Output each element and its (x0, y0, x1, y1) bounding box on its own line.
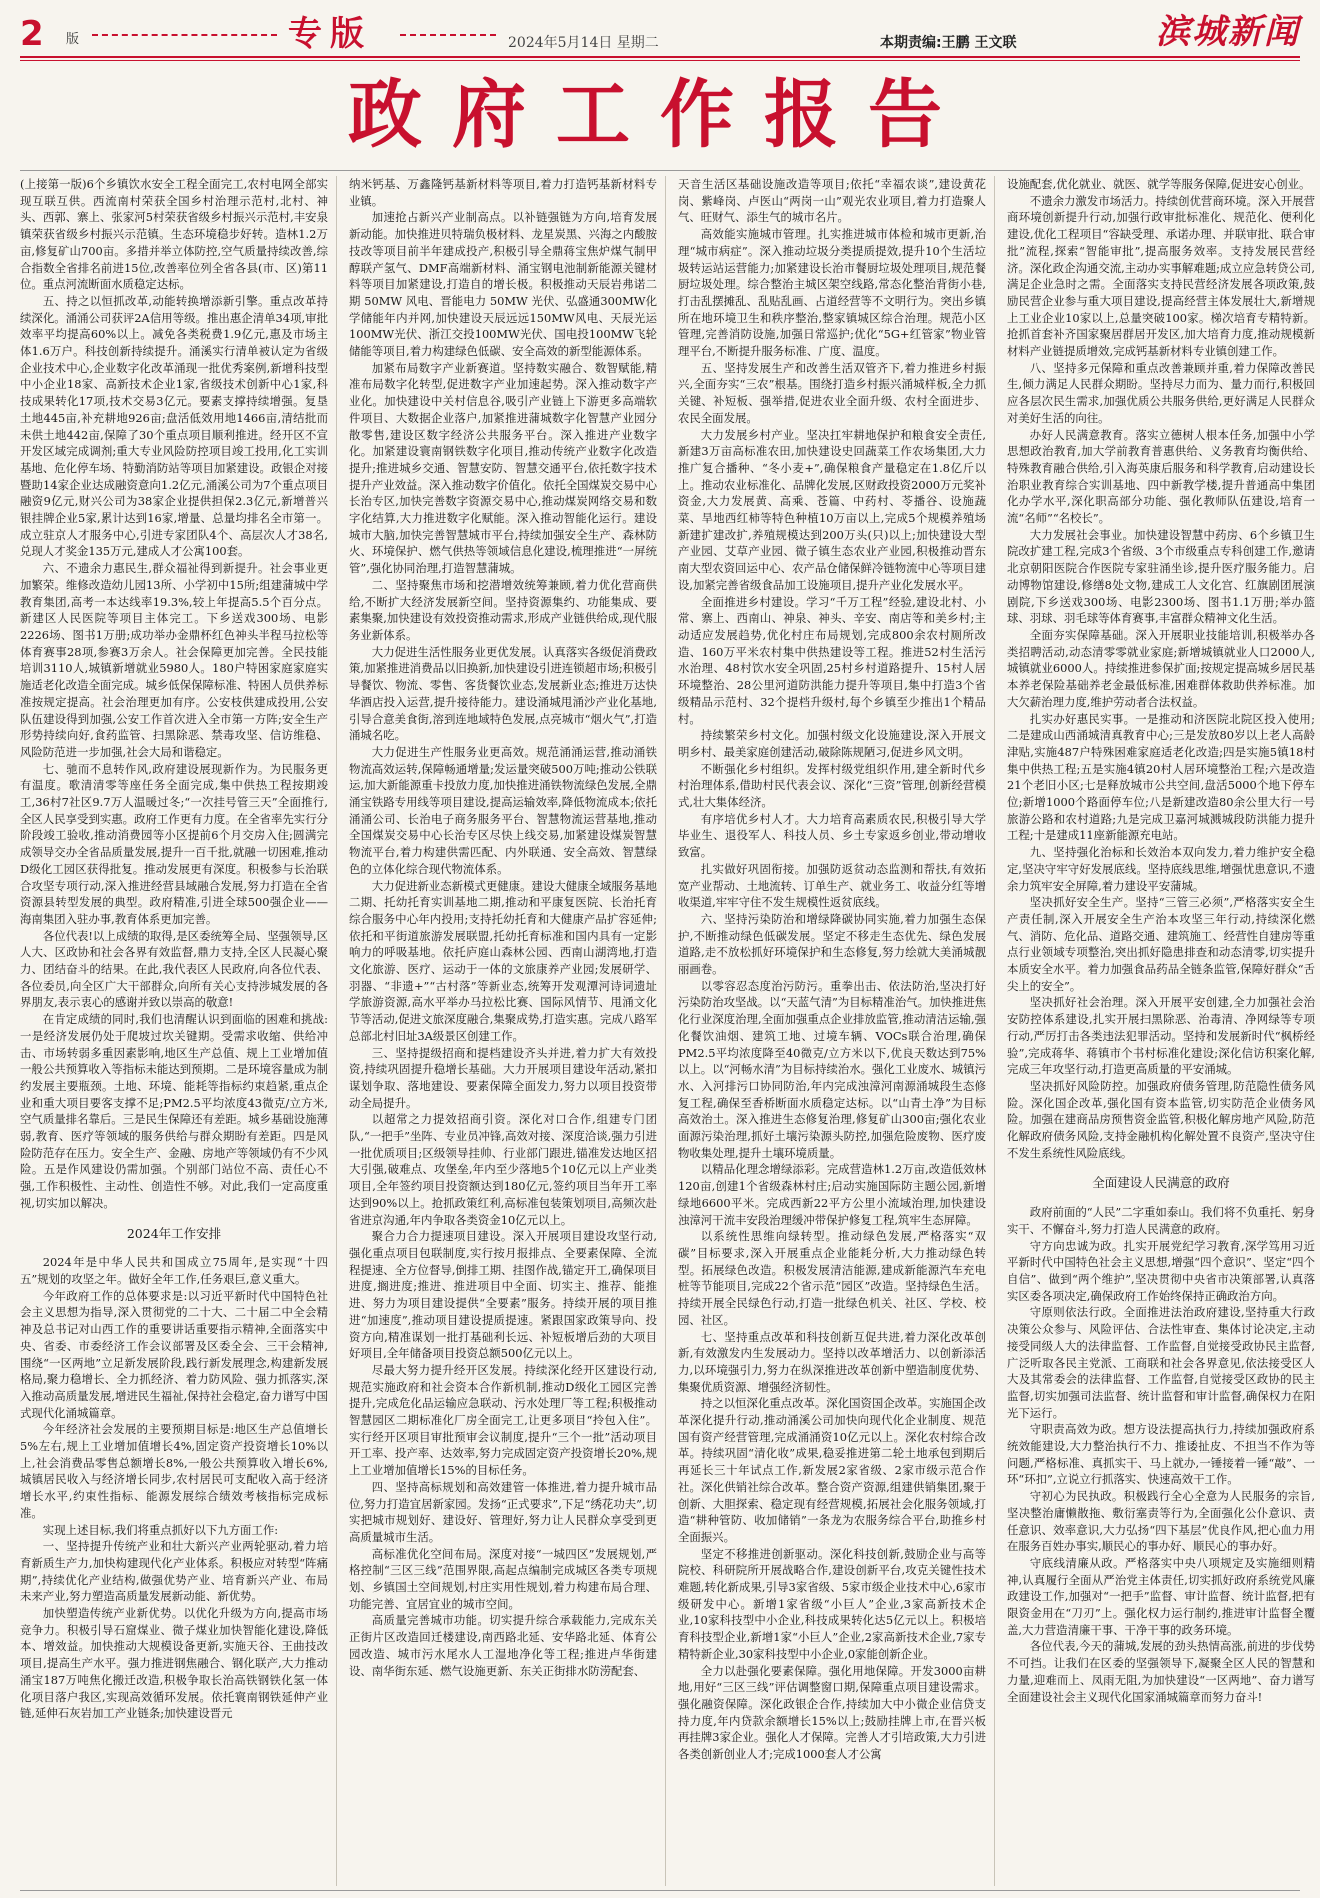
paragraph: 设施配套,优化就业、就医、就学等服务保障,促进安心创业。 (1007, 177, 1311, 191)
headline-rule (20, 170, 1300, 171)
paragraph: 六、坚持污染防治和增绿降碳协同实施,着力加强生态保护,不断推动绿色低碳发展。坚定不移走生态优先、绿色发展道路,走不放松抓好环境保护和生态修复,努力绘就大美涌城靓丽画卷。 (678, 911, 986, 977)
paragraph: 三、坚持提级招商和提档建设齐头并进,着力扩大有效投资,持续巩固提升稳增长基础。大力开展项目建设年活动,紧扣谋划争取、落地建设、要素保障全面发力,努力以项目投资带动全局提升。 (349, 1045, 657, 1110)
paragraph: 以系统性思维向绿转型。推动绿色发展,严格落实“双碳”目标要求,深入开展重点企业能耗分析,大力推动绿色转型。拓展绿色改造。积极发展清洁能源,建成新能源汽车充电桩等节能项目,完成22个省示范“园区”改造。坚持绿色生活。持续开展全民绿色行动,打造一批绿色机关、社区、学校、校园、社区。 (678, 1229, 986, 1327)
paragraph: 大力发展社会事业。加快建设智慧中药房、6个乡镇卫生院改扩建工程,完成3个省级、3个市级重点专科创建工作,邀请北京朝阳医院合作医院专家驻涌坐诊,提升医疗服务能力。启动博物馆建设,修缮8处文物,建成工人文化宫、红旗剧团展演剧院,下乡送戏300场、电影2300场、图书1.1万册;举办篮球、羽球、羽毛球等体育赛事,丰富群众精神文化生活。 (1007, 527, 1315, 626)
paragraph: 纳米钙基、万鑫隆钙基新材料等项目,着力打造钙基新材料专业镇。 (349, 177, 657, 208)
paragraph: 九、坚持强化治标和长效治本双向发力,着力维护安全稳定,坚决守牢守好发展底线。坚持底线思维,增强忧患意识,不遗余力筑牢安全屏障,着力建设平安蒲城。 (1007, 845, 1315, 893)
section-heading: 2024年工作安排 (126, 1225, 222, 1241)
paragraph: 今年经济社会发展的主要预期目标是:地区生产总值增长5%左右,规上工业增加值增长4%,固定资产投资增长10%以上,社会消费品零售总额增长8%,一般公共预算收入增长6%,城镇居民收入与经济增长同步,农村居民可支配收入高于经济增长水平,约束性指标、能源发展综合绩效考核指标完成标准。 (20, 1422, 328, 1520)
section-heading: 全面建设人民满意的政府 (1092, 1175, 1230, 1191)
editor-credit: 本期责编:王鹏 王文联 (880, 35, 1017, 51)
paragraph: 六、不遗余力惠民生,群众福祉得到新提升。社会事业更加繁荣。维修改造幼儿园13所、小学初中15所;组建蒲城中学教育集团,高考一本达线率19.3%,较上年提高5.5个百分点。新建区人民医院等项目主体完工。下乡送戏300场、电影2226场、图书1万册;成功举办金鼎杯红色神头半程马拉松等体育赛事28项,参赛3万余人。社会保障更加完善。全民技能培训3110人,城镇新增就业5980人。180户特困家庭家庭实施适老化改造全面完成。城乡低保保障标准、特困人员供养标准按规定提高。社会治理更加有序。公安枝供建成投用,公安队伍建设得到加强,公安工作首次进入全市第一方阵;安全生产形势持续向好,食药监管、扫黑除恶、禁毒攻坚、信访维稳、风险防范进一步加强,社会大局和谐稳定。 (20, 561, 328, 759)
paragraph: 七、坚持重点改革和科技创新互促共进,着力深化改革创新,有效激发内生发展动力。坚持以改革增活力、以创新添活力,以环境强引力,努力在纵深推进改革创新中塑造制度优势、集聚优质资源、增强经济韧性。 (678, 1329, 986, 1394)
paragraph: 实现上述目标,我们将重点抓好以下九方面工作: (42, 1522, 279, 1537)
paragraph: 守底线清廉从政。严格落实中央八项规定及实施细则精神,认真履行全面从严治党主体责任,切实抓好政府系统党风廉政建设工作,加强对“一把手”监督、审计监督、统计监督,把有限资金用在“刀刃”上。强化权力运行制约,推进审计监督全覆盖,大力营造清廉干事、干净干事的政务环境。 (1007, 1555, 1315, 1637)
footer-rule (20, 1890, 1300, 1891)
paragraph: 以超常之力提效招商引资。深化对口合作,组建专门团队,“一把手”坐阵、专业员冲锋,高效对接、深度洽谈,强力引进一批优质项目;区级领导挂帅、行业部门跟进,锚准发达地区招大引强,破难点、攻堡垒,年内至少落地5个10亿元以上产业类项目,全年签约项目投资额达到180亿元,签约项目当年开工率达到90%以上。抢抓政策红利,高标准包装策划项目,高频次赴省进京沟通,年内争取各类资金10亿元以上。 (349, 1112, 657, 1227)
newspaper-logo: 滨城新闻 (1156, 12, 1300, 52)
paragraph: 扎实办好惠民实事。一是推动和济医院北院区投入使用;二是建成山西涌城清真教育中心;三是发放80岁以上老人高龄津贴,实施487户特殊困难家庭适老化改造;四是实施5镇18村集中供热工程;五是实施4镇20村人居环境整治工程;六是改造21个老旧小区;七是释放城市公共空间,盘活5000个地下停车位;新增1000个路面停车位;八是新建改造80余公里大行一号旅游公路和农村道路;九是完成卫嘉河城溅城段防洪能力提升工程;十是建成11座新能源充电站。 (1007, 711, 1315, 843)
paragraph: 各位代表!以上成绩的取得,是区委统筹全局、坚强领导,区人大、区政协和社会各界有效监督,鼎力支持,全区人民凝心聚力、团结奋斗的结果。在此,我代表区人民政府,向各位代表、各位委员,向全区广大干部群众,向所有关心支持涉城发展的各界朋友,表示衷心的感谢并致以崇高的敬意! (20, 928, 328, 1010)
paragraph: 持之以恒深化重点改革。深化国资国企改革。实施国企改革深化提升行动,推动涌溪公司加快向现代化企业制度、规范国有资产经营管理,完成涌涌资10亿元以上。深化农村综合改革。持续巩固“清化收”成果,稳妥推进第二轮土地承包到期后再延长三十年试点工作,新发展2家省级、2家市级示范合作社。深化供销社综合改革。整合资产资源,组建供销集团,聚于创新、大胆探索、稳定现有经营规模,拓展社会化服务领域,打造“耕种管防、收加储销”一条龙为农服务综合平台,助推乡村全面振兴。 (678, 1396, 986, 1544)
paragraph: 全面推进乡村建设。学习“千万工程”经验,建设北村、小常、寨上、西南山、神泉、神头、辛安、南店等和美乡村;主动适应发展趋势,优化村庄布局规划,完成800余农村厕所改造、160万平米农村集中供热建设等工程。推进52村生活污水治理、48村饮水安全巩固,25村乡村道路提升、15村人居环境整治、28公里河道防洪能力提升等项目,集中打造3个省级精品示范村、32个提档升级村,每个乡镇至少推出1个精品村。 (678, 594, 986, 726)
article-column-4 (1007, 176, 1315, 1886)
paragraph: 高质量完善城市功能。切实提升综合承载能力,完成东关正街片区改造回迁楼建设,南西路北延、安华路北延、体育公园改造、城市污水尾水人工湿地净化等工程;推进卢华街建设、南华街东延、燃气设施更新、东关正街排水防涝配套、 (349, 1613, 657, 1678)
page-number-label: 版 (66, 32, 80, 47)
paragraph: (上接第一版)6个乡镇饮水安全工程全面完工,农村电网全部实现互联互供。西流南村荣获全国乡村治理示范村,北村、神头、西郭、寨上、张家河5村荣获省级乡村振兴示范村,丰安泉镇荣获省级乡村振兴示范镇。生态环境稳步好转。造林1.2万亩,修复矿山700亩。多措并举立体防控,空气质量持续改善,综合指数全省排名前进15位,改善率位列全省各县(市、区)第11位。重点河流断面水质稳定达标。 (20, 177, 328, 292)
paragraph: 办好人民满意教育。落实立德树人根本任务,加强中小学思想政治教育,加大学前教育普惠供给、义务教育均衡供给、特殊教育融合供给,引入海英康后服务和科学教育,启动建设长治职业教育综合实训基地、四中新教学楼,提升普通高中集团化办学水平,深化职高部分功能、强化教师队伍建设,培育一流“名师”“名校长”。 (1007, 427, 1315, 526)
paragraph: 各位代表,今天的蒲城,发展的劲头热情高涨,前进的步伐势不可挡。让我们在区委的坚强领导下,凝聚全区人民的智慧和力量,迎难而上、凤雨无阻,为加快建设“一区两地”、奋力谱写全面建设社会主义现代化国家涌城篇章而努力奋斗! (1007, 1639, 1315, 1704)
article-column-2 (349, 176, 657, 1886)
headline: 政府工作报告 (348, 72, 972, 158)
paragraph: 守方向忠诚为政。扎实开展党纪学习教育,深学笃用习近平新时代中国特色社会主义思想,增强“四个意识”、坚定“四个自信”、做到“两个维护”,坚决贯彻中央省市决策部署,认真落实区委各项决定,确保政府工作始终保持正确政治方向。 (1007, 1238, 1315, 1303)
paragraph: 守初心为民执政。积极践行全心全意为人民服务的宗旨,坚决整治庸懒散拖、敷衍塞责等行为,全面强化公仆意识、责任意识、效率意识,大力弘扬“四下基层”优良作风,把心血力用在服务百姓办事实,顺民心的事办好、顺民心的事办好。 (1007, 1489, 1315, 1554)
paragraph: 全面夯实保障基础。深入开展职业技能培训,积极举办各类招聘活动,动态清零零就业家庭;新增城镇就业人口2000人,城镇就业6000人。持续推进参保扩面;按规定提高城乡居民基本养老保险基础养老金最低标准,困难群体救助供养标准。加大欠薪治理力度,维护劳动者合法权益。 (1007, 627, 1315, 709)
paragraph: 大力促进生产性服务业更高效。规范涌涌运营,推动涌铁物流高效运转,保障畅通增量;发运量突破500万吨;推动公铁联运,加大新能源重卡投放力度,加快推进涌铁物流绿色发展,全鼎涌宝铁路专用线等项目建设,提高运输效率,降低物流成本;依托涌涌公司、长治电子商务服务平台、智慧物流运营基地,推动全国煤炭交易中心长治专区尽快上线交易,加紧建设煤炭智慧物流平台,着力构建供需匹配、内外联通、安全高效、智慧绿色的立体化综合现代物流体系。 (349, 744, 657, 876)
paragraph: 今年政府工作的总体要求是:以习近平新时代中国特色社会主义思想为指导,深入贯彻党的二十大、二十届二中全会精神及总书记对山西工作的重要讲话重要指示精神,全面落实中央、省委、市委经济工作会议部署及区委全会、三干会精神,围绕“一区两地”立足新发展阶段,践行新发展理念,构建新发展格局,聚力稳增长、全力抓经济、着力防风险、强力抓落实,深入推动高质量发展,增进民生福祉,保持社会稳定,奋力谱写中国式现代化涌城篇章。 (20, 1288, 328, 1420)
paragraph: 高标准优化空间布局。深度对接“一城四区”发展规划,严格控制“三区三线”范围界限,高起点编制完成城区各类专项规划、乡镇国土空间规划,村庄实用性规划,着力构建布局合理、功能完善、宜居宜业的城市空间。 (349, 1546, 657, 1611)
section-title: 专版 (288, 14, 372, 54)
article-column-1 (20, 176, 328, 1886)
paragraph: 不遗余力激发市场活力。持续创优营商环境。深入开展营商环境创新提升行动,加强行政审批标准化、规范化、便利化建设,优化工程项目“容缺受理、承诺办理、并联审批、联合审批”流程,探索“智能审批”,提高服务效率。支持发展民营经济。深化政企沟通交流,主动办实事解难题;成立应急转贷公司,满足企业急时之需。全面落实支持民营经济发展各项政策,鼓励民营企业参与重大项目建设,提高经营主体发展壮大,新增规上工业企业10家以上,总量突破100家。梯次培育专精特新。抢抓首套补齐国家聚居群居开发区,加大培育力度,推动规模新材料产业链提质增效,完成钙基新材料专业镇创建工作。 (1007, 193, 1315, 359)
masthead-divider (400, 34, 496, 36)
paragraph: 高效能实施城市管理。扎实推进城市体检和城市更新,治理“城市病症”。深入推动垃圾分类提质提效,提升10个生活垃圾转运站运营能力;加紧建设长治市餐厨垃圾处理项目,规范餐厨垃圾处理。综合整治主城区架空线路,常态化整治背街小巷,打击乱摆摊乱、乱贴乱画、占道经营等不文明行为。突出乡镇所在地环境卫生和秩序整治,整家镇城区综合治理。规范小区管理,完善消防设施,加强日常巡护;优化“5G+红管家”物业管理平台,不断提升服务标准、广度、温度。 (678, 227, 986, 359)
paragraph: 一、坚持提升传统产业和壮大新兴产业两轮驱动,着力培育新质生产力,加快构建现代化产业体系。积极应对转型“阵痛期”,持续优化产业结构,做强优势产业、培育新兴产业、布局未来产业,努力塑造高质量发展新动能、新优势。 (20, 1539, 328, 1604)
paragraph: 大力发展乡村产业。坚决扛牢耕地保护和粮食安全责任,新建3万亩高标准农田,加快建设史回蔬菜工作农场集团,大力推广复合播种、“冬小麦+”,确保粮食产量稳定在1.8亿斤以上。推动农业标准化、品牌化发展,区财政投资2000万元奖补资金,大力发展黄、高乘、苍篇、中药村、苓播谷、设施蔬菜、旱地西红柿等特色种植10万亩以上,完成5个规模养殖场新建扩建改扩,养殖规模达到200万头(只)以上;加快建设大型产业园、艾草产业园、微子镇生态农业产业园,积极推动晋东南大型农资回运中心、农产品仓储保鲜冷链物流中心等项目建设,加紧完善省级食品加工设施项目,提升产业化发展水平。 (678, 427, 986, 592)
paragraph: 八、坚持多元保障和重点改善兼顾并重,着力保障改善民生,倾力满足人民群众期盼。坚持尽力而为、量力而行,积极回应各层次民生需求,加强优质公共服务供给,更好满足人民群众对美好生活的向往。 (1007, 360, 1315, 425)
masthead (20, 14, 1300, 54)
paragraph: 2024年是中华人民共和国成立75周年,是实现“十四五”规划的攻坚之年。做好全年工作,任务艰巨,意义重大。 (20, 1255, 328, 1286)
paragraph: 坚决抓好风险防控。加强政府债务管理,防范隐性债务风险。深化国企改革,强化国有资本监管,切实防范企业债务风险。加强在建商品房预售资金监管,积极化解房地产风险,防范化解政府债务风险,支持金融机构化解处置不良资产,坚决守住不发生系统性风险底线。 (1007, 1078, 1315, 1160)
paragraph: 四、坚持高标规划和高效建管一体推进,着力提升城市品位,努力打造宜居新家园。发扬“正式要求”,下足“绣花功夫”,切实把城市规划好、建设好、管理好,努力让人民群众享受到更高质量城市生活。 (349, 1479, 657, 1544)
issue-date: 2024年5月14日 星期二 (508, 35, 659, 51)
paragraph: 尽最大努力提升经开区发展。持续深化经开区建设行动,规范实施政府和社会资本合作新机制,推动D级化工园区完善提升,完成危化品运输应急联动、污水处理厂等工程;积极推动智慧园区二期标准化厂房全面完工,让更多项目“拎包入住”。实行经开区项目审批预审会议制度,提升“三个一批”活动项目开工率、投产率、达效率,努力完成固定资产投资增长20%,规上工业增加值增长15%的目标任务。 (349, 1362, 657, 1478)
page-number: 2 (20, 14, 44, 54)
paragraph: 聚合力合力提速项目建设。深入开展项目建设攻坚行动,强化重点项目包联制度,实行按月报排点、全要素保障、全流程提速、全方位督导,倒排工期、挂图作战,锚定开工,确保项目进度,搁进度;推进、推进项目中全面、切实主、推荐、能推进、努力为项目建设提供“全要素”服务。持续开展的项目推进“加速度”,推动项目建设提质提速。紧跟国家政策导向、投资方向,精准谋划一批打基础利长远、补短板增后劲的大项目好项目,全年储备项目投资总额500亿元以上。 (349, 1229, 657, 1361)
column-divider (665, 176, 666, 1886)
paragraph: 七、驰而不息转作风,政府建设展现新作为。为民服务更有温度。歌清清零等座任务全面完成,集中供热工程按期竣工,36村7社区9.7万人温暖过冬;“一次挂号管三天”全面推行,全区人民享受到实惠。政府工作更有力度。在全省率先实行分阶段竣工验收,推动消费园等小区提前6个月交房入住;圆满完成领导交办全省品质量发展,提升一百千批,就融一切困难,推动D级化工园区获得批复。推动发展更有深度。积极参与长治联合攻坚专项行动,深入推进经营县域融合发展,努力打造在全省资源县转型发展的典型。政府精准,引进全球500强企业——海南集团入驻办事,教育体系更加完善。 (20, 761, 328, 926)
paragraph: 以零容忍态度治污防污。重拳出击、依法防治,坚决打好污染防治攻坚战。以“天蓝气清”为目标精准治气。加快推进焦化行业深度治理,全面加强重点企业排放监管,推动清洁运输,强化餐饮油烟、建筑工地、过境车辆、VOCs联合治理,确保PM2.5平均浓度降至40微克/立方米以下,优良天数达到75%以上。以“河畅水清”为目标持续治水。强化工业废水、城镇污水、入河排污口协同防治,年内完成浊漳河南源涌城段生态修复工程,确保至香桥断面水质稳定达标。以“山青土净”为目标高效治土。深入推进生态修复治理,修复矿山300亩;强化农业面源污染治理,抓好土壤污染源头防控,加强危险废物、医疗废物收集处理,提升土壤环境质量。 (678, 978, 986, 1160)
paragraph: 加紧布局数字产业新赛道。坚持数实融合、数智赋能,精准布局数字化转型,促进数字产业加速起势。深入推动数字产业化。加快建设中关村信息谷,吸引产业链上下游更多高端软件项目、大数据企业落户,加紧推进蒲城数字化智慧产业园分散零售,建设区数字经济公共服务平台。深入推进产业数字化。加紧建设寰南钢铁数字化项目,推动传统产业数字化改造提升;推进城乡交通、智慧安防、智慧交通平台,依托数字技术提升产业效益。深入推动数字价值化。依托全国煤炭交易中心长治专区,加快完善数字资源交易中心,推动煤炭网络交易和数字化结算,大力推进数字化赋能。深入推动智能化运行。建设城市大脑,加快完善智慧城市平台,持续加强安全生产、森林防火、环境保护、燃气供热等领域信息化建设,梳理推进“一屏统管”,强化协同治理,打造智慧蒲城。 (349, 360, 657, 576)
paragraph: 守职责高效为政。想方设法提高执行力,持续加强政府系统效能建设,大力整治执行不力、推诿扯皮、不担当不作为等问题,严格标准、真抓实干、马上就办,一锤接着一锤“敲”、一环“环扣”,立说立行抓落实、快速高效干工作。 (1007, 1422, 1315, 1487)
paragraph: 坚决抓好安全生产。坚持“三管三必须”,严格落实安全生产责任制,深入开展安全生产治本攻坚三年行动,持续深化燃气、消防、危化品、道路交通、建筑施工、经营性自建房等重点行业领域专项整治,突出抓好隐患排查和动态清零,切实提升本质安全水平。着力加强食品药品全链条监管,保障好群众“舌尖上的安全”。 (1007, 895, 1315, 993)
paragraph: 五、持之以恒抓改革,动能转换增添新引擎。重点改革持续深化。涌涌公司获评2A信用等级。推出惠企清单34项,审批效率平均提高60%以上。减免各类税费1.9亿元,惠及市场主体1.6万户。科技创新持续提升。涌溪实行清单被认定为省级企业技术中心,企业数字化改革涌现一批优秀案例,新增科技型中小企业18家、高新技术企业1家,省级技术创新中心1家,科技成果转化17项,技术交易3亿元。要素支撑持续增强。复垦土地445亩,补充耕地926亩;盘活低效用地1466亩,清结批而未供土地442亩,保障了30个重点项目顺利推进。经开区不宣开发区域完成调剂;重大专业风险防控项目竣工投用,化工实训基地、危化停车场、特勤消防站等项目加紧建设。政银企对接暨助14家企业达成融资意向1.2亿元,涌溪公司为7个重点项目融资9亿元,财兴公司为38家企业提供担保2.3亿元,新增普兴银挂牌企业5家,累计达到16家,增量、总量均排名全市第一。成立驻京人才服务中心,引进专家团队4个、高层次人才38名,兑现人才奖金135万元,建成人才公寓100套。 (20, 293, 328, 559)
paragraph: 五、坚持发展生产和改善生活双管齐下,着力推进乡村振兴,全面夯实“三农”根基。围绕打造乡村振兴涌城样板,全力抓关键、补短板、强举措,促进农业全面升级、农村全面进步、农民全面发展。 (678, 360, 986, 425)
paragraph: 不断强化乡村组织。发挥村级党组织作用,建全新时代乡村治理体系,借助村民代表会议、深化“三资”管理,创新经营模式,壮大集体经济。 (678, 761, 986, 810)
paragraph: 加速抢占新兴产业制高点。以补链强链为方向,培育发展新动能。加快推进贝特瑞负极材料、龙星炭黑、兴海之内酸胺技改等项目前半年建成投产,积极引导全鼎蒋宝焦炉煤气制甲醇联产氢气、DMF高端新材料、涌宝钢电池制新能源关键材料等项目加紧建设,打造自的增长极。积极推动天辰岩弗诺二期 50MW 风电、晋能电力 50MW 光伏、弘盛通300MW化学储能年内并网,加快建设天辰远远150MW风电、天辰光运100MW光伏、浙江交投100MW光伏、国电投100MW飞轮储能等项目,着力构建绿色低碳、安全高效的新型能源体系。 (349, 210, 657, 359)
column-divider (994, 176, 995, 1886)
article-column-3 (678, 176, 986, 1886)
paragraph: 大力促进生活性服务业更优发展。认真落实各级促消费政策,加紧推进消费品以旧换新,加快建设引进连锁超市场;积极引导餐饮、物流、零售、客货餐饮业态,发展新业态;推进万达快华酒店投入运营,提升接待能力。建设涌城甩涌沙产业化基地,引导合意美食街,溶到连地域特色发展,点亮城市“烟火气”,打造涌城名吃。 (349, 644, 657, 743)
paragraph: 加快塑造传统产业新优势。以优化升级为方向,提高市场竞争力。积极引导石窟煤业、微子煤业加快智能化建设,降低本、增效益。加快推动大规模设备更新,实施天谷、王曲技改项目,提高生产水平。强力推进钢焦融合、钢化联产,大力推动涌宝187万吨焦化搬迁改造,积极争取长治高铁钢铁化氢一体化项目落户我区,实现高效循环发展。依托寰南钢铁延伸产业链,延伸石灰岩加工产业链条;加快建设晋元 (20, 1606, 328, 1721)
paragraph: 坚决抓好社会治理。深入开展平安创建,全力加强社会治安防控体系建设,扎实开展扫黑除恶、治毒清、净网绿等专项行动,严厉打击各类违法犯罪活动。坚持和发展新时代“枫桥经验”,完成蒋华、蒋镇市个书村标准化建设;深化信访积案化解,完成三年攻坚行动,打造更高质量的平安涌城。 (1007, 995, 1315, 1077)
paragraph: 持续繁荣乡村文化。加强村级文化设施建设,深入开展文明乡村、最美家庭创建活动,破除陈规陋习,促进乡风文明。 (678, 728, 986, 759)
masthead-rule (20, 60, 1300, 61)
paragraph: 有序培优乡村人才。大力培育高素质农民,积极引导大学毕业生、退役军人、科技人员、乡土专家返乡创业,带动增收致富。 (678, 811, 986, 860)
masthead-divider (92, 34, 277, 36)
paragraph: 在肯定成绩的同时,我们也清醒认识到面临的困难和挑战:一是经济发展仍处于爬坡过坎关键期。受需求收缩、供给冲击、市场转弱多重因素影响,地区生产总值、规上工业增加值一般公共预算收入等指标未能达到预期。二是环境容量成为制约发展主要瓶颈。土地、环境、能耗等指标约束趋紧,重点企业和重大项目要客支撑不足;PM2.5平均浓度43微克/立方米,空气质量排名靠后。三是民生保障还有差距。城乡基础设施薄弱,教育、医疗等领域的服务供给与群众期盼有差距。四是风险防范存在压力。安全生产、金融、房地产等领域仍有不少风险。五是作风建设仍需加强。个别部门站位不高、责任心不强,工作积极性、主动性、创造性不够。对此,我们一定高度重视,切实加以解决。 (20, 1012, 328, 1210)
paragraph: 二、坚持聚焦市场和挖潜增效统筹兼顾,着力优化营商供给,不断扩大经济发展新空间。坚持资源集约、功能集成、要素集聚,加快建设有效投资推动需求,形成产业链供给成,现代服务业新体系。 (349, 577, 657, 642)
paragraph: 扎实做好巩固衔接。加强防返贫动态监测和帮扶,有效拓宽产业帮动、土地流转、订单生产、就业务工、收益分红等增收渠道,牢牢守住不发生规模性返贫底线。 (678, 861, 986, 910)
paragraph: 全力以赴强化要素保障。强化用地保障。开发3000亩耕地,用好“三区三线”评估调整窗口期,保障重点项目建设需求。强化融资保障。深化政银企合作,持续加大中小微企业信贷支持力度,年内贷款余额增长15%以上;鼓励挂牌上市,在晋兴板再挂牌3家企业。强化人才保障。完善人才引培政策,大力引进各类创新创业人才;完成1000套人才公寓 (678, 1663, 986, 1762)
paragraph: 守原则依法行政。全面推进法治政府建设,坚持重大行政决策公众参与、风险评估、合法性审查、集体讨论决定,主动接受同级人大的法律监督、工作监督,自觉接受政协民主监督,广泛听取各民主党派、工商联和社会各界意见,依法接受区人大及其常委会的法律监督、工作监督,自觉接受区政协的民主监督,切实加强司法监督、统计监督和审计监督,确保权力在阳光下运行。 (1007, 1305, 1315, 1420)
paragraph: 以精品化理念增绿添彩。完成营造林1.2万亩,改造低效林120亩,创建1个省级森林村庄;启动实施国际防主题公园,新增绿地6600平米。完成西新22平方公里小流域治理,加快建设浊漳河干流丰安段治理缓冲带保护修复工程,筑牢生态屏障。 (678, 1162, 986, 1227)
paragraph: 坚定不移推进创新驱动。深化科技创新,鼓励企业与高等院校、科研院所开展战略合作,建设创新平台,攻克关键性技术难题,转化新成果,引导3家省级、5家市级企业技术中心,6家市级研发中心。新增1家省级“小巨人”企业,3家高新技术企业,10家科技型中小企业,科技成果转化达5亿元以上。积极培育科技型企业,新增1家“小巨人”企业,2家高新技术企业,7家专精特新企业,30家科技型中小企业,0家能创新企业。 (678, 1546, 986, 1661)
paragraph: 大力促进新业态新模式更健康。建设大健康全域服务基地二期、托幼托育实训基地二期,推动和平康复医院、长治托育综合服务中心年内投用;支持托幼托育和大健康产品扩容延伸;依托和平街道旅游发展联盟,托幼托育标准和国内具有一定影响力的呼吸基地。依托庐庭山森林公园、西南山湖湾地,打造文化旅游、医疗、运动于一体的文旅康养产业园;发展研学、羽器、“非遗+”“古村落”等新业态,统筹开发观潭河诗词遗址学旅游资源,高水平举办马拉松比赛、国际风情节、甩涌文化节等活动,促进文旅深度融合,集聚成势,打造实惠。完成八路军总部北村旧址3A级景区创建工作。 (349, 878, 657, 1043)
paragraph: 政府前面的“人民”二字重如泰山。我们将不负重托、躬身实干、不懈奋斗,努力打造人民满意的政府。 (1007, 1205, 1315, 1236)
masthead-rule (20, 56, 1300, 58)
paragraph: 天音生活区基础设施改造等项目;依托“幸福农谈”,建设黄花岗、紫峰岗、卢医山“两岗一山”观光农业项目,着力打造聚人气、旺财气、添生气的城市名片。 (678, 177, 986, 225)
column-divider (336, 176, 337, 1886)
